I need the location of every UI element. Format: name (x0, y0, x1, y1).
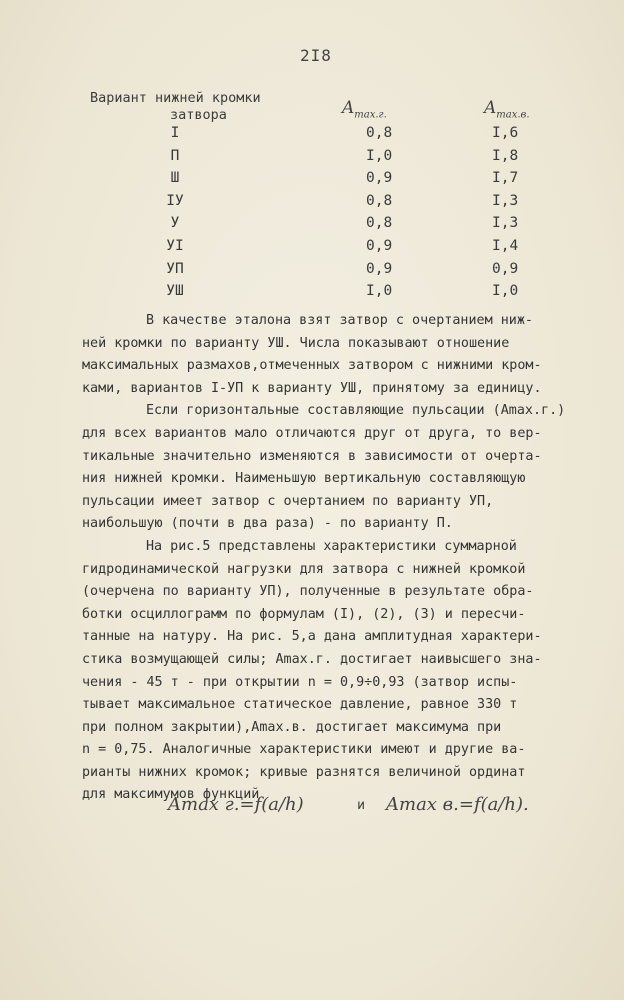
text-line: ботки осциллограмм по формулам (I), (2), (3) и пересчи- (82, 606, 526, 622)
text-line: для всех вариантов мало отличаются друг от друга, то вер- (82, 425, 542, 441)
column-header-amax-g-symbol: A (342, 98, 355, 118)
amax-g-cell: 0,9 (366, 170, 393, 187)
text-line: рианты нижних кромок; кривые разнятся величиной ординат (82, 764, 526, 780)
page-number: 2I8 (300, 46, 332, 65)
variant-cell: УП (166, 260, 184, 277)
formula-and: и (357, 798, 366, 813)
amax-g-cell: 0,8 (366, 215, 393, 232)
table-row (0, 170, 624, 192)
paragraph (82, 400, 602, 536)
amax-v-cell: I,7 (492, 170, 519, 187)
variant-cell: У (170, 215, 180, 232)
variant-cell: УI (166, 238, 184, 254)
table-header-variant (90, 90, 290, 124)
table-row (0, 193, 624, 215)
amax-g-cell: 0,9 (366, 260, 393, 277)
text-line: максимальных размахов,отмеченных затвором с нижними кром- (82, 358, 542, 374)
table-row (0, 283, 624, 305)
text-line: стика возмущающей силы; Amax.г. достигает наивысшего зна- (82, 651, 542, 667)
text-line: На рис.5 представлены характеристики суммарной (146, 538, 517, 554)
text-line: тикальные значительно изменяются в зависимости от очерта- (82, 448, 542, 464)
amax-v-cell: I,8 (492, 147, 519, 164)
amax-g-cell: 0,8 (366, 125, 393, 141)
table-row (0, 238, 624, 260)
text-line: для максимумов функций (82, 787, 260, 803)
amax-g-cell: 0,9 (366, 238, 393, 254)
amax-v-cell: I,4 (492, 238, 519, 254)
variant-cell: Ш (170, 170, 180, 187)
text-line: В качестве эталона взят затвор с очертанием ниж- (146, 313, 533, 328)
amax-g-cell: 0,8 (366, 192, 393, 209)
text-line: тывает максимальное статическое давление, равное 330 т (82, 697, 518, 713)
text-line: чения - 45 т - при открытии n = 0,9÷0,93 (затвор испы- (82, 674, 518, 690)
variant-cell: УШ (166, 283, 184, 300)
table-row (0, 215, 624, 237)
text-line: Если горизонтальные составляющие пульсации (Amax.г.) (146, 403, 566, 419)
text-line: гидродинамической нагрузки для затвора с нижней кромкой (82, 561, 526, 577)
text-line: наибольшую (почти в два раза) - по варианту П. (82, 516, 453, 532)
column-header-amax-g-sub: max.г. (354, 109, 387, 121)
text-line: n = 0,75. Аналогичные характеристики имеют и другие ва- (82, 742, 526, 758)
variant-cell: П (170, 147, 180, 164)
text-line: при полном закрытии),Amax.в. достигает максимума при (82, 719, 502, 735)
table-header-line2: затвора (170, 107, 227, 123)
column-header-amax-g (342, 98, 387, 120)
formula-left: Amax г.=f(a/h) (168, 794, 304, 815)
table-header-line1: Вариант нижней кромки (90, 90, 261, 106)
body-text (82, 310, 602, 807)
table-row (0, 261, 624, 283)
amax-v-cell: I,0 (492, 283, 519, 300)
amax-v-cell: 0,9 (492, 260, 519, 277)
variant-cell: I (170, 125, 180, 141)
text-line: ней кромки по варианту УШ. Числа показывают отношение (82, 335, 510, 351)
paragraph (82, 536, 602, 807)
text-line: ния нижней кромки. Наименьшую вертикальную составляющую (82, 471, 526, 487)
amax-v-cell: I,3 (492, 192, 519, 209)
column-header-amax-v (484, 98, 530, 120)
amax-g-cell: I,0 (366, 147, 393, 164)
column-header-amax-v-symbol: A (484, 98, 497, 118)
table-row (0, 125, 624, 147)
paragraph (82, 310, 602, 400)
amax-v-cell: I,3 (492, 215, 519, 232)
text-line: пульсации имеет затвор с очертанием по варианту УП, (82, 493, 494, 509)
table-row (0, 148, 624, 170)
text-line: танные на натуру. На рис. 5,а дана амплитудная характери- (82, 629, 542, 645)
variant-cell: IУ (166, 192, 184, 209)
amax-v-cell: I,6 (492, 125, 519, 141)
text-line: ками, вариантов I-УП к варианту УШ, принятому за единицу. (82, 380, 542, 396)
formula-right: Amax в.=f(a/h). (386, 794, 529, 815)
amax-g-cell: I,0 (366, 283, 393, 300)
column-header-amax-v-sub: max.в. (496, 109, 530, 121)
text-line: (очерчена по варианту УП), полученные в результате обра- (82, 584, 534, 600)
